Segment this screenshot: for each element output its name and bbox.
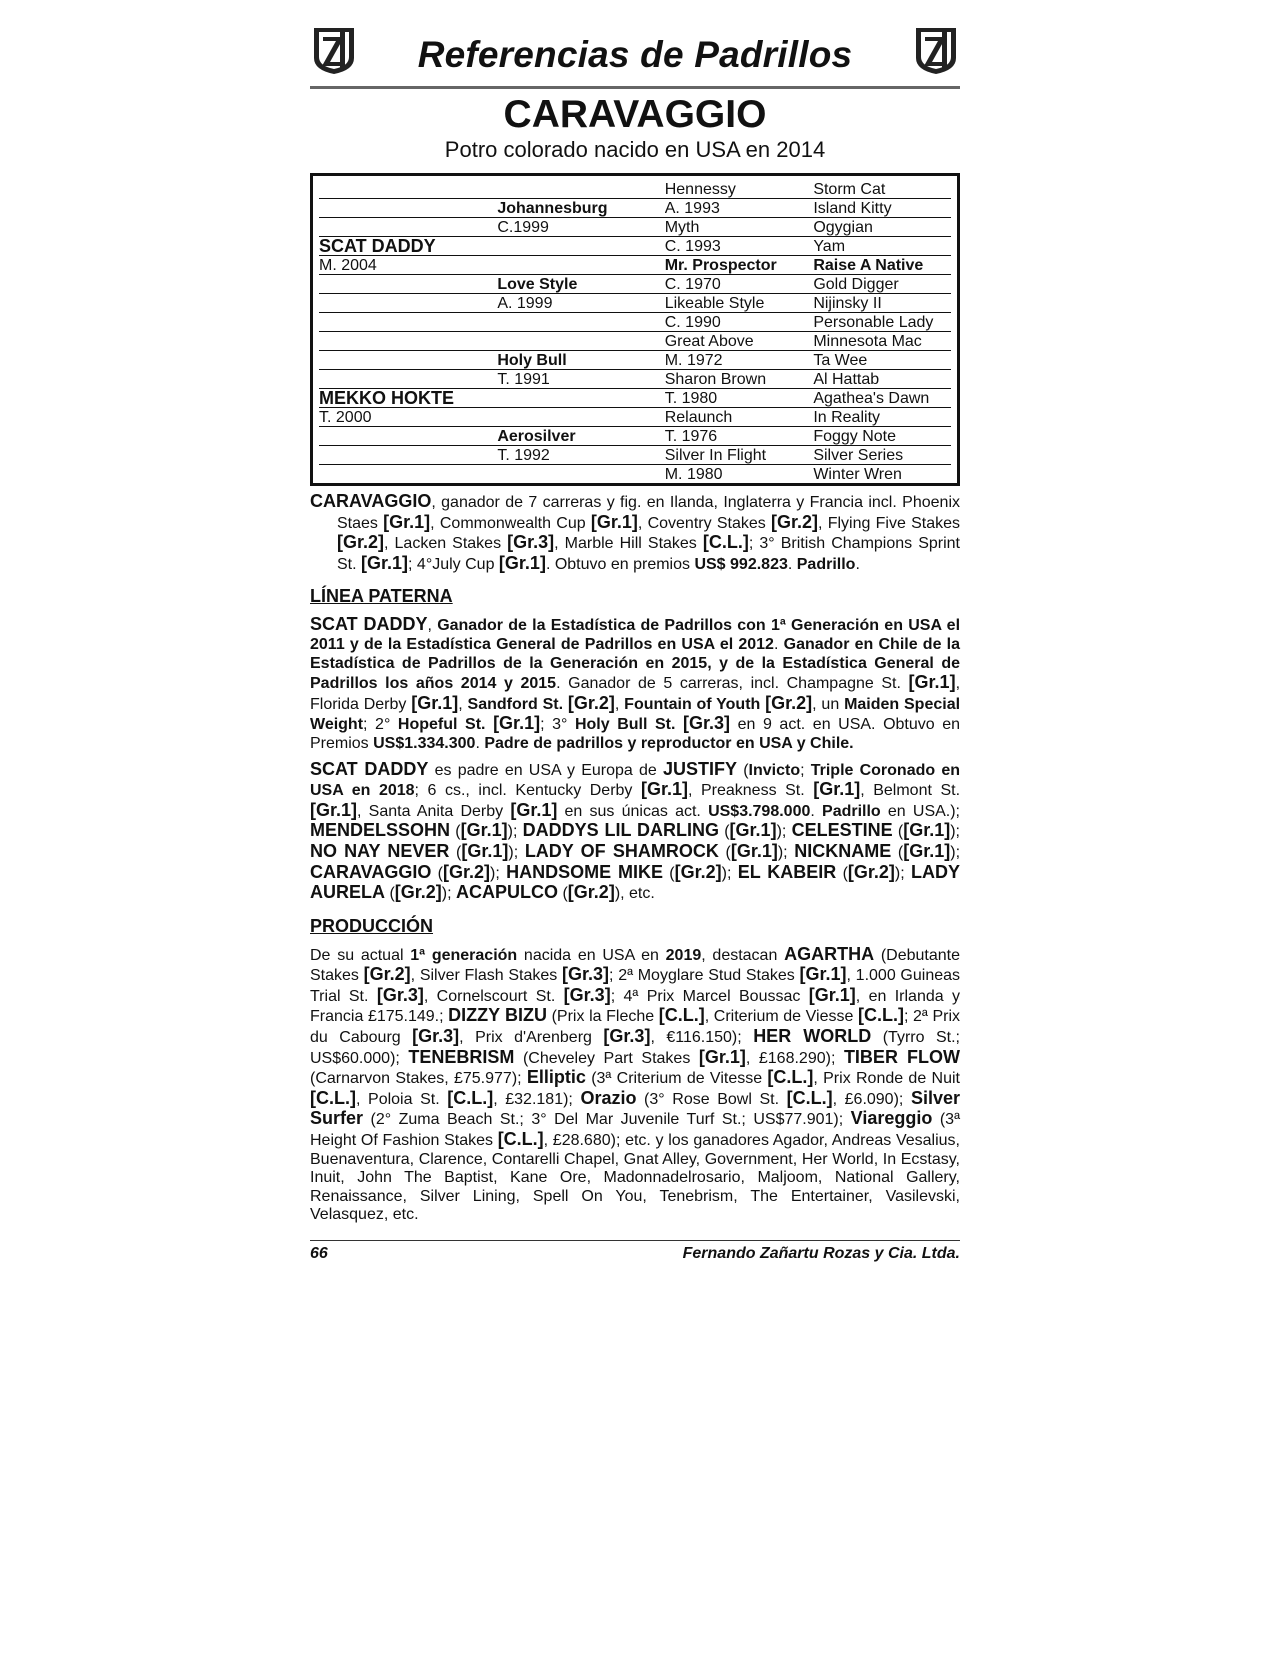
pedigree-cell bbox=[497, 237, 664, 256]
pedigree-cell bbox=[319, 351, 497, 370]
text-run: [Gr.1] bbox=[698, 1046, 746, 1067]
page-number: 66 bbox=[310, 1245, 328, 1262]
text-run: , bbox=[614, 695, 625, 713]
text-run: [Gr.2] bbox=[337, 532, 385, 553]
text-run: 2019 bbox=[665, 946, 702, 964]
text-run: ; bbox=[800, 761, 811, 779]
pedigree-cell: Island Kitty bbox=[813, 199, 951, 218]
text-run: , £6.090); bbox=[832, 1090, 911, 1108]
text-run: [Gr.1] bbox=[361, 552, 409, 573]
pedigree-cell: T. 1991 bbox=[497, 370, 664, 389]
text-run: ; 2° bbox=[363, 716, 398, 734]
text-run: , £28.680); etc. y los ganadores Agador, Andreas Vesalius, Buenaventura, Clarence, Contarelli Chapel, Gnat Alley, Government, Her World, In Ecstasy, Inuit, John The Baptist, Kane Ore, Madonnadelrosario, Maljoom, National Gallery, Renaissance, Silver Lining, Spell On You, Tenebrism, The Entertainer, Vasilevski, Velasquez, etc. bbox=[310, 1132, 961, 1224]
text-run: [Gr.1] bbox=[903, 840, 951, 861]
text-run: [C.L.] bbox=[447, 1087, 494, 1108]
pedigree-cell: MEKKO HOKTE bbox=[319, 389, 497, 408]
text-run: SCAT DADDY bbox=[310, 614, 428, 635]
pedigree-cell: Johannesburg bbox=[497, 199, 664, 218]
pedigree-cell: C. 1970 bbox=[665, 275, 814, 294]
text-run: Invicto bbox=[748, 761, 801, 779]
text-run: ( bbox=[385, 885, 395, 903]
text-run: [C.L.] bbox=[702, 532, 749, 553]
pedigree-row bbox=[319, 199, 951, 218]
pedigree-cell: Personable Lady bbox=[813, 313, 951, 332]
pedigree-cell: M. 1972 bbox=[665, 351, 814, 370]
text-run: [Gr.1] bbox=[461, 840, 509, 861]
pedigree-row bbox=[319, 313, 951, 332]
text-run: ); bbox=[950, 843, 961, 861]
text-run: ( bbox=[891, 843, 904, 861]
text-run: LADY OF SHAMROCK bbox=[524, 840, 719, 861]
pedigree-cell: Storm Cat bbox=[813, 180, 951, 199]
pedigree-cell: Gold Digger bbox=[813, 275, 951, 294]
text-run: . Obtuvo en premios bbox=[545, 555, 695, 573]
text-run: en sus únicas act. bbox=[557, 802, 709, 820]
text-run: [Gr.1] bbox=[510, 799, 558, 820]
pedigree-cell bbox=[319, 465, 497, 484]
text-run: , Flying Five Stakes bbox=[818, 514, 960, 532]
text-run: , ganador de 7 carreras y fig. en Ilanda, Inglaterra y Francia incl. Phoenix Staes bbox=[337, 494, 960, 532]
pedigree-cell: A. 1993 bbox=[665, 199, 814, 218]
pedigree-cell: T. 1980 bbox=[665, 389, 814, 408]
text-run: , bbox=[458, 695, 468, 713]
pedigree-row bbox=[319, 370, 951, 389]
pedigree-cell: Silver In Flight bbox=[665, 446, 814, 465]
text-run: ); bbox=[490, 864, 507, 882]
text-run: Maiden Special Weight bbox=[310, 695, 961, 734]
pedigree-cell: M. 2004 bbox=[319, 256, 497, 275]
text-run: Sandford St. bbox=[467, 695, 568, 713]
text-run: ; 4°July Cup bbox=[408, 555, 499, 573]
pedigree-cell: A. 1999 bbox=[497, 294, 664, 313]
paterna-paragraph-2 bbox=[310, 760, 960, 904]
text-run: . bbox=[810, 802, 823, 820]
text-run: Padrillo bbox=[822, 802, 881, 820]
text-run: [C.L.] bbox=[858, 1005, 904, 1026]
pedigree-cell: Holy Bull bbox=[497, 351, 664, 370]
text-run: , Cornelscourt St. bbox=[423, 987, 564, 1005]
pedigree-cell: Silver Series bbox=[813, 446, 951, 465]
text-run: [Gr.2] bbox=[394, 882, 442, 903]
text-run: Ganador en Chile de la Estadística de Padrillos de la Generación en 2015, y de la Estadística General de Padrillos los años 2014 y 2015 bbox=[310, 635, 961, 693]
text-run: ( bbox=[450, 823, 461, 841]
pedigree-row bbox=[319, 218, 951, 237]
text-run: ; 2ª Prix du Cabourg bbox=[310, 1008, 960, 1047]
text-run: [Gr.2] bbox=[674, 861, 722, 882]
pedigree-cell bbox=[319, 294, 497, 313]
pedigree-cell: Relaunch bbox=[665, 408, 814, 427]
text-run: ( bbox=[892, 823, 904, 841]
text-run: CELESTINE bbox=[791, 820, 893, 841]
text-run: . bbox=[773, 635, 784, 653]
pedigree-cell bbox=[497, 408, 664, 427]
pedigree-cell: Minnesota Mac bbox=[813, 332, 951, 351]
text-run: en 9 act. en USA. Obtuvo en Premios bbox=[310, 716, 961, 752]
text-run: Orazio bbox=[580, 1087, 637, 1108]
text-run: (Prix la Fleche bbox=[547, 1008, 659, 1026]
pedigree-cell bbox=[319, 180, 497, 199]
text-run: , Poloia St. bbox=[355, 1090, 448, 1108]
pedigree-cell bbox=[319, 199, 497, 218]
text-run: ( bbox=[431, 864, 443, 882]
text-run: ); bbox=[508, 843, 525, 861]
header-title: Referencias de Padrillos bbox=[417, 34, 853, 75]
text-run: [Gr.3] bbox=[603, 1026, 651, 1047]
text-run: Ganador de la Estadística de Padrillos con 1ª Generación en USA el 2011 y de la Estadística General de Padrillos en USA el 2012 bbox=[310, 617, 961, 653]
text-run: CARAVAGGIO bbox=[310, 861, 432, 882]
pedigree-cell bbox=[319, 446, 497, 465]
text-run: [Gr.2] bbox=[363, 964, 411, 985]
text-run: Hopeful St. bbox=[397, 716, 494, 734]
produccion-paragraph bbox=[310, 945, 960, 1225]
text-run: , Commonwealth Cup bbox=[430, 514, 591, 532]
pedigree-row bbox=[319, 294, 951, 313]
text-run: Triple Coronado en USA en 2018 bbox=[310, 761, 961, 800]
pedigree-cell: T. 2000 bbox=[319, 408, 497, 427]
text-run: JUSTIFY bbox=[662, 758, 737, 779]
text-run: TENEBRISM bbox=[408, 1046, 515, 1067]
pedigree-row bbox=[319, 332, 951, 351]
text-run: nacida en USA en bbox=[517, 946, 666, 964]
text-run: [Gr.2] bbox=[567, 692, 615, 713]
pedigree-cell: Likeable Style bbox=[665, 294, 814, 313]
text-run: ( bbox=[737, 761, 749, 779]
pedigree-cell: C. 1990 bbox=[665, 313, 814, 332]
pedigree-cell: Sharon Brown bbox=[665, 370, 814, 389]
text-run: [C.L.] bbox=[497, 1129, 544, 1150]
text-run: [Gr.2] bbox=[442, 861, 490, 882]
pedigree-cell: T. 1992 bbox=[497, 446, 664, 465]
text-run: [Gr.2] bbox=[765, 692, 813, 713]
pedigree-cell bbox=[319, 275, 497, 294]
text-run: ( bbox=[662, 864, 675, 882]
text-run: AGARTHA bbox=[784, 943, 875, 964]
text-run: [Gr.1] bbox=[730, 840, 778, 861]
text-run: ; 3° bbox=[540, 716, 575, 734]
text-run: , Coventry Stakes bbox=[637, 514, 771, 532]
text-run: [Gr.1] bbox=[310, 799, 358, 820]
text-run: ACAPULCO bbox=[456, 882, 559, 903]
pedigree-cell: Myth bbox=[665, 218, 814, 237]
text-run: . Ganador de 5 carreras, incl. Champagne St. bbox=[556, 675, 909, 693]
text-run: Elliptic bbox=[526, 1067, 586, 1088]
pedigree-cell: Nijinsky II bbox=[813, 294, 951, 313]
text-run: , un bbox=[812, 695, 845, 713]
pedigree-cell: C. 1993 bbox=[665, 237, 814, 256]
text-run: [Gr.3] bbox=[563, 984, 611, 1005]
text-run: , Prix Ronde de Nuit bbox=[813, 1070, 960, 1088]
text-run: Fountain of Youth bbox=[624, 695, 766, 713]
text-run: (3ª Height Of Fashion Stakes bbox=[310, 1111, 961, 1150]
text-run: US$1.334.300 bbox=[373, 734, 476, 752]
text-run: [Gr.1] bbox=[498, 552, 546, 573]
text-run: (Cheveley Part Stakes bbox=[514, 1049, 699, 1067]
text-run: MENDELSSOHN bbox=[310, 820, 451, 841]
text-run: Viareggio bbox=[850, 1108, 933, 1129]
text-run: , Criterium de Viesse bbox=[704, 1008, 858, 1026]
text-run: ( bbox=[836, 864, 848, 882]
text-run: [Gr.3] bbox=[376, 984, 424, 1005]
intro-paragraph bbox=[310, 492, 960, 574]
text-run: Holy Bull St. bbox=[574, 716, 684, 734]
text-run: NICKNAME bbox=[794, 840, 892, 861]
text-run: Padre de padrillos y reproductor en USA y Chile. bbox=[484, 734, 854, 752]
pedigree-cell bbox=[497, 389, 664, 408]
pedigree-row bbox=[319, 408, 951, 427]
text-run: [C.L.] bbox=[767, 1067, 814, 1088]
text-run: , Florida Derby bbox=[310, 675, 961, 713]
text-run: , Belmont St. bbox=[860, 782, 961, 800]
text-run: [C.L.] bbox=[658, 1005, 705, 1026]
pedigree-cell: Great Above bbox=[665, 332, 814, 351]
text-run: [Gr.1] bbox=[383, 511, 431, 532]
pedigree-cell bbox=[497, 313, 664, 332]
text-run: [Gr.1] bbox=[729, 820, 777, 841]
pedigree-row bbox=[319, 237, 951, 256]
text-run: DIZZY BIZU bbox=[448, 1005, 547, 1026]
text-run: , bbox=[427, 617, 438, 635]
text-run: Padrillo bbox=[796, 555, 856, 573]
page bbox=[310, 20, 960, 1231]
pedigree-cell bbox=[319, 427, 497, 446]
pedigree-cell: Agathea's Dawn bbox=[813, 389, 951, 408]
pedigree-cell: Hennessy bbox=[665, 180, 814, 199]
text-run: (Debutante Stakes bbox=[310, 946, 960, 985]
footer bbox=[310, 1240, 960, 1263]
header-rule bbox=[310, 86, 960, 89]
text-run: , Preakness St. bbox=[687, 782, 814, 800]
text-run: (Tyrro St.; US$60.000); bbox=[310, 1029, 960, 1067]
text-run: HER WORLD bbox=[753, 1026, 872, 1047]
z-shield-logo-icon bbox=[912, 24, 960, 76]
text-run: [Gr.3] bbox=[507, 532, 555, 553]
text-run: . bbox=[475, 734, 485, 752]
text-run: ; 2ª Moyglare Stud Stakes bbox=[609, 967, 800, 985]
text-run: (3° Rose Bowl St. bbox=[636, 1090, 787, 1108]
pedigree-cell bbox=[319, 332, 497, 351]
text-run: [Gr.1] bbox=[813, 779, 861, 800]
text-run: [Gr.1] bbox=[808, 984, 856, 1005]
text-run: ( bbox=[718, 823, 730, 841]
text-run: . bbox=[855, 555, 860, 573]
pedigree-row bbox=[319, 465, 951, 484]
text-run: , Silver Flash Stakes bbox=[410, 967, 563, 985]
pedigree-cell: Aerosilver bbox=[497, 427, 664, 446]
text-run: . bbox=[787, 555, 797, 573]
text-run: US$3.798.000 bbox=[708, 802, 811, 820]
text-run: [Gr.1] bbox=[590, 511, 638, 532]
pedigree-row bbox=[319, 275, 951, 294]
pedigree-row bbox=[319, 256, 951, 275]
text-run: DADDYS LIL DARLING bbox=[522, 820, 719, 841]
text-run: [Gr.3] bbox=[412, 1026, 460, 1047]
text-run: es padre en USA y Europa de bbox=[428, 761, 663, 779]
text-run: , £32.181); bbox=[493, 1090, 581, 1108]
pedigree-cell: M. 1980 bbox=[665, 465, 814, 484]
text-run: ( bbox=[718, 843, 731, 861]
pedigree-cell: Mr. Prospector bbox=[665, 256, 814, 275]
text-run: ( bbox=[449, 843, 462, 861]
text-run: , Lacken Stakes bbox=[384, 535, 508, 553]
text-run: US$ 992.823 bbox=[694, 555, 788, 573]
pedigree-cell: T. 1976 bbox=[665, 427, 814, 446]
text-run: , Marble Hill Stakes bbox=[554, 535, 703, 553]
horse-name: CARAVAGGIO bbox=[503, 93, 767, 136]
pedigree-row bbox=[319, 389, 951, 408]
pedigree-cell bbox=[497, 332, 664, 351]
company-name: Fernando Zañartu Rozas y Cia. Ltda. bbox=[682, 1245, 960, 1262]
text-run: ; 4ª Prix Marcel Boussac bbox=[610, 987, 809, 1005]
pedigree-row bbox=[319, 446, 951, 465]
text-run: SCAT DADDY bbox=[310, 758, 429, 779]
pedigree-cell: Love Style bbox=[497, 275, 664, 294]
text-run: De su actual bbox=[310, 946, 411, 964]
text-run: 1ª generación bbox=[410, 946, 518, 964]
text-run: [Gr.1] bbox=[799, 964, 847, 985]
text-run: [Gr.3] bbox=[683, 713, 731, 734]
pedigree-cell: Winter Wren bbox=[813, 465, 951, 484]
text-run: [C.L.] bbox=[310, 1087, 356, 1108]
text-run: ); bbox=[776, 823, 792, 841]
text-run: [Gr.2] bbox=[770, 511, 818, 532]
pedigree-cell: Foggy Note bbox=[813, 427, 951, 446]
text-run: , 1.000 Guineas Trial St. bbox=[310, 967, 961, 1005]
text-run: ( bbox=[558, 885, 568, 903]
text-run: [Gr.1] bbox=[460, 820, 508, 841]
text-run: [Gr.1] bbox=[640, 779, 688, 800]
text-run: (2° Zuma Beach St.; 3° Del Mar Juvenile Turf St.; US$77.901); bbox=[363, 1111, 851, 1129]
text-run: NO NAY NEVER bbox=[310, 840, 450, 861]
pedigree-cell bbox=[497, 256, 664, 275]
text-run: CARAVAGGIO bbox=[310, 491, 432, 511]
text-run: ), etc. bbox=[614, 885, 655, 903]
text-run: [Gr.2] bbox=[567, 882, 615, 903]
text-run: (Carnarvon Stakes, £75.977); bbox=[310, 1070, 527, 1088]
pedigree-table bbox=[310, 173, 960, 486]
pedigree-cell bbox=[319, 370, 497, 389]
text-run: [Gr.1] bbox=[908, 672, 956, 693]
pedigree-cell: Al Hattab bbox=[813, 370, 951, 389]
pedigree-row bbox=[319, 180, 951, 199]
text-run: , Prix d'Arenberg bbox=[459, 1029, 604, 1047]
text-run: LADY AURELA bbox=[310, 861, 961, 903]
text-run: [Gr.2] bbox=[847, 861, 895, 882]
text-run: ); bbox=[777, 843, 795, 861]
pedigree-row bbox=[319, 427, 951, 446]
text-run: ; 6 cs., incl. Kentucky Derby bbox=[414, 782, 641, 800]
text-run: , en Irlanda y Francia £175.149.; bbox=[310, 987, 961, 1026]
pedigree-cell: Yam bbox=[813, 237, 951, 256]
text-run: ); bbox=[441, 885, 457, 903]
text-run: ); bbox=[894, 864, 912, 882]
pedigree-cell bbox=[319, 218, 497, 237]
text-run: EL KABEIR bbox=[737, 861, 837, 882]
text-run: , destacan bbox=[701, 946, 785, 964]
text-run: TIBER FLOW bbox=[843, 1046, 961, 1067]
text-run: [Gr.1] bbox=[411, 692, 459, 713]
pedigree-row bbox=[319, 351, 951, 370]
text-run: , Santa Anita Derby bbox=[357, 802, 511, 820]
text-run: [Gr.1] bbox=[493, 713, 541, 734]
pedigree-cell: C.1999 bbox=[497, 218, 664, 237]
text-run: ); bbox=[721, 864, 738, 882]
pedigree-cell bbox=[319, 313, 497, 332]
text-run: [Gr.1] bbox=[903, 820, 951, 841]
horse-subtitle: Potro colorado nacido en USA en 2014 bbox=[444, 137, 826, 162]
pedigree-cell: Ogygian bbox=[813, 218, 951, 237]
section-heading-produccion: PRODUCCIÓN bbox=[310, 915, 434, 936]
text-run: [Gr.3] bbox=[562, 964, 610, 985]
text-run: en USA.); bbox=[880, 802, 961, 820]
text-run: Silver Surfer bbox=[310, 1087, 960, 1129]
section-heading-linea-paterna: LÍNEA PATERNA bbox=[310, 586, 453, 607]
text-run: (3ª Criterium de Vitesse bbox=[585, 1070, 768, 1088]
text-run: ); bbox=[507, 823, 523, 841]
text-run: [C.L.] bbox=[786, 1087, 833, 1108]
pedigree-cell: SCAT DADDY bbox=[319, 237, 497, 256]
header bbox=[310, 20, 960, 84]
text-run: ; 3° British Champions Sprint St. bbox=[337, 535, 961, 573]
text-run: ); bbox=[950, 823, 960, 841]
pedigree-cell: Ta Wee bbox=[813, 351, 951, 370]
pedigree-cell: Raise A Native bbox=[813, 256, 951, 275]
pedigree-cell bbox=[497, 465, 664, 484]
text-run: , €116.150); bbox=[650, 1029, 754, 1047]
paterna-paragraph-1 bbox=[310, 615, 960, 753]
text-run: HANDSOME MIKE bbox=[506, 861, 663, 882]
text-run: , £168.290); bbox=[745, 1049, 844, 1067]
pedigree-cell bbox=[497, 180, 664, 199]
pedigree-cell: In Reality bbox=[813, 408, 951, 427]
